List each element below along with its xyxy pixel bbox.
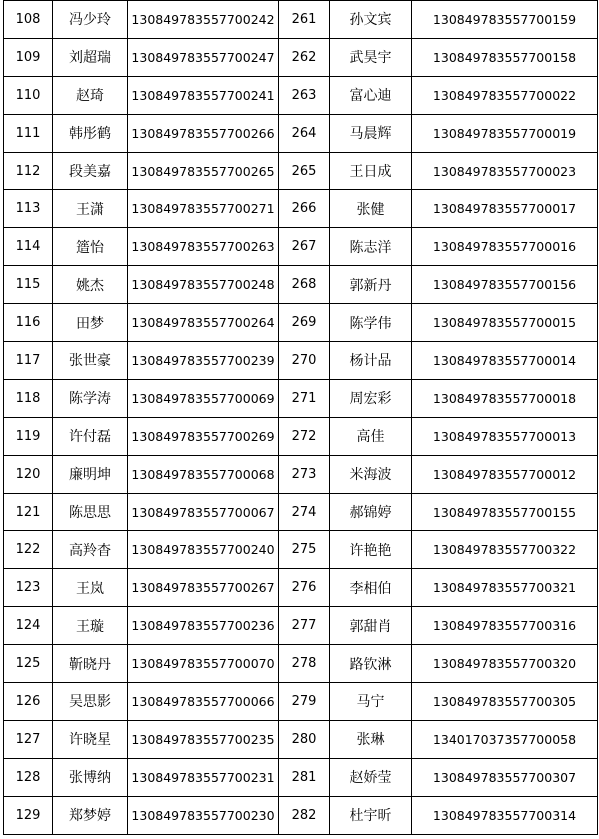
seq-number-right: 282 (279, 796, 330, 834)
id-number-left: 130849783557700263 (128, 228, 279, 266)
table-row (4, 569, 598, 607)
id-number-right: 130849783557700305 (412, 683, 598, 721)
name-left: 韩彤鹤 (53, 114, 128, 152)
name-right: 张健 (330, 190, 412, 228)
id-number-left: 130849783557700067 (128, 493, 279, 531)
id-number-left: 130849783557700269 (128, 417, 279, 455)
name-right: 武昊宇 (330, 38, 412, 76)
name-left: 王岚 (53, 569, 128, 607)
name-left: 王璇 (53, 607, 128, 645)
id-number-right: 130849783557700316 (412, 607, 598, 645)
id-number-left: 130849783557700242 (128, 1, 279, 39)
table-row (4, 342, 598, 380)
id-number-right: 130849783557700321 (412, 569, 598, 607)
id-number-left: 130849783557700240 (128, 531, 279, 569)
seq-number-right: 280 (279, 720, 330, 758)
seq-number-left: 125 (4, 645, 53, 683)
table-row (4, 1, 598, 39)
name-left: 刘超瑞 (53, 38, 128, 76)
table-row (4, 607, 598, 645)
seq-number-right: 271 (279, 379, 330, 417)
table-row (4, 796, 598, 834)
table-row (4, 76, 598, 114)
name-right: 郝锦婷 (330, 493, 412, 531)
seq-number-right: 277 (279, 607, 330, 645)
name-left: 冯少玲 (53, 1, 128, 39)
id-number-left: 130849783557700241 (128, 76, 279, 114)
id-number-right: 130849783557700023 (412, 152, 598, 190)
name-left: 许晓星 (53, 720, 128, 758)
name-right: 马晨辉 (330, 114, 412, 152)
id-number-left: 130849783557700236 (128, 607, 279, 645)
seq-number-right: 278 (279, 645, 330, 683)
table-row (4, 152, 598, 190)
name-right: 陈学伟 (330, 304, 412, 342)
id-number-right: 130849783557700159 (412, 1, 598, 39)
name-left: 簉怡 (53, 228, 128, 266)
id-number-right: 130849783557700307 (412, 758, 598, 796)
id-number-right: 130849783557700018 (412, 379, 598, 417)
table-row (4, 645, 598, 683)
id-number-right: 130849783557700022 (412, 76, 598, 114)
id-number-left: 130849783557700070 (128, 645, 279, 683)
seq-number-right: 266 (279, 190, 330, 228)
table-row (4, 455, 598, 493)
seq-number-right: 265 (279, 152, 330, 190)
name-left: 靳晓丹 (53, 645, 128, 683)
seq-number-right: 279 (279, 683, 330, 721)
id-number-right: 130849783557700322 (412, 531, 598, 569)
seq-number-left: 123 (4, 569, 53, 607)
name-left: 许付磊 (53, 417, 128, 455)
name-right: 王日成 (330, 152, 412, 190)
seq-number-left: 115 (4, 266, 53, 304)
name-right: 马宁 (330, 683, 412, 721)
id-number-left: 130849783557700247 (128, 38, 279, 76)
id-number-right: 130849783557700155 (412, 493, 598, 531)
id-number-left: 130849783557700230 (128, 796, 279, 834)
seq-number-right: 263 (279, 76, 330, 114)
name-right: 杜宇昕 (330, 796, 412, 834)
table-row (4, 379, 598, 417)
seq-number-left: 129 (4, 796, 53, 834)
seq-number-right: 269 (279, 304, 330, 342)
seq-number-right: 275 (279, 531, 330, 569)
seq-number-left: 121 (4, 493, 53, 531)
seq-number-left: 127 (4, 720, 53, 758)
id-number-right: 130849783557700019 (412, 114, 598, 152)
seq-number-left: 112 (4, 152, 53, 190)
seq-number-left: 120 (4, 455, 53, 493)
name-right: 米海波 (330, 455, 412, 493)
name-left: 高羚杳 (53, 531, 128, 569)
seq-number-left: 128 (4, 758, 53, 796)
name-left: 田梦 (53, 304, 128, 342)
seq-number-right: 261 (279, 1, 330, 39)
id-number-left: 130849783557700235 (128, 720, 279, 758)
name-right: 许艳艳 (330, 531, 412, 569)
table-row (4, 228, 598, 266)
name-right: 高佳 (330, 417, 412, 455)
seq-number-right: 273 (279, 455, 330, 493)
name-left: 吴思影 (53, 683, 128, 721)
seq-number-left: 119 (4, 417, 53, 455)
seq-number-right: 268 (279, 266, 330, 304)
name-right: 杨计品 (330, 342, 412, 380)
name-right: 富心迪 (330, 76, 412, 114)
id-number-left: 130849783557700069 (128, 379, 279, 417)
seq-number-right: 270 (279, 342, 330, 380)
id-number-right: 130849783557700320 (412, 645, 598, 683)
seq-number-left: 116 (4, 304, 53, 342)
seq-number-left: 108 (4, 1, 53, 39)
id-number-left: 130849783557700265 (128, 152, 279, 190)
table-row (4, 304, 598, 342)
table-row (4, 493, 598, 531)
name-left: 张世豪 (53, 342, 128, 380)
name-left: 赵琦 (53, 76, 128, 114)
roster-body (4, 1, 598, 835)
table-row (4, 531, 598, 569)
seq-number-left: 117 (4, 342, 53, 380)
id-number-right: 130849783557700158 (412, 38, 598, 76)
name-left: 廉明坤 (53, 455, 128, 493)
table-row (4, 190, 598, 228)
id-number-left: 130849783557700248 (128, 266, 279, 304)
name-right: 张琳 (330, 720, 412, 758)
table-row (4, 266, 598, 304)
seq-number-left: 110 (4, 76, 53, 114)
seq-number-left: 109 (4, 38, 53, 76)
name-left: 张博纳 (53, 758, 128, 796)
id-number-right: 130849783557700013 (412, 417, 598, 455)
id-number-left: 130849783557700231 (128, 758, 279, 796)
seq-number-left: 113 (4, 190, 53, 228)
table-row (4, 114, 598, 152)
id-number-right: 130849783557700017 (412, 190, 598, 228)
id-number-left: 130849783557700068 (128, 455, 279, 493)
table-row (4, 720, 598, 758)
id-number-left: 130849783557700066 (128, 683, 279, 721)
seq-number-left: 118 (4, 379, 53, 417)
id-number-left: 130849783557700264 (128, 304, 279, 342)
table-row (4, 38, 598, 76)
seq-number-right: 264 (279, 114, 330, 152)
seq-number-left: 111 (4, 114, 53, 152)
seq-number-right: 276 (279, 569, 330, 607)
seq-number-left: 126 (4, 683, 53, 721)
name-right: 郭新丹 (330, 266, 412, 304)
id-number-left: 130849783557700239 (128, 342, 279, 380)
table-row (4, 758, 598, 796)
name-right: 周宏彩 (330, 379, 412, 417)
seq-number-left: 114 (4, 228, 53, 266)
id-number-right: 134017037357700058 (412, 720, 598, 758)
table-row (4, 417, 598, 455)
name-left: 陈学涛 (53, 379, 128, 417)
name-left: 郑梦婷 (53, 796, 128, 834)
id-number-right: 130849783557700314 (412, 796, 598, 834)
id-number-left: 130849783557700267 (128, 569, 279, 607)
seq-number-right: 281 (279, 758, 330, 796)
id-number-left: 130849783557700266 (128, 114, 279, 152)
id-number-right: 130849783557700016 (412, 228, 598, 266)
id-number-right: 130849783557700015 (412, 304, 598, 342)
name-left: 陈思思 (53, 493, 128, 531)
roster-table (3, 0, 598, 835)
name-left: 王潇 (53, 190, 128, 228)
name-right: 郭甜肖 (330, 607, 412, 645)
seq-number-right: 262 (279, 38, 330, 76)
id-number-right: 130849783557700014 (412, 342, 598, 380)
seq-number-left: 122 (4, 531, 53, 569)
name-right: 陈志洋 (330, 228, 412, 266)
seq-number-right: 274 (279, 493, 330, 531)
id-number-right: 130849783557700012 (412, 455, 598, 493)
name-left: 姚杰 (53, 266, 128, 304)
seq-number-right: 267 (279, 228, 330, 266)
name-right: 赵娇莹 (330, 758, 412, 796)
seq-number-right: 272 (279, 417, 330, 455)
table-row (4, 683, 598, 721)
id-number-left: 130849783557700271 (128, 190, 279, 228)
seq-number-left: 124 (4, 607, 53, 645)
id-number-right: 130849783557700156 (412, 266, 598, 304)
name-left: 段美嘉 (53, 152, 128, 190)
name-right: 李相伯 (330, 569, 412, 607)
name-right: 孙文宾 (330, 1, 412, 39)
name-right: 路钦淋 (330, 645, 412, 683)
